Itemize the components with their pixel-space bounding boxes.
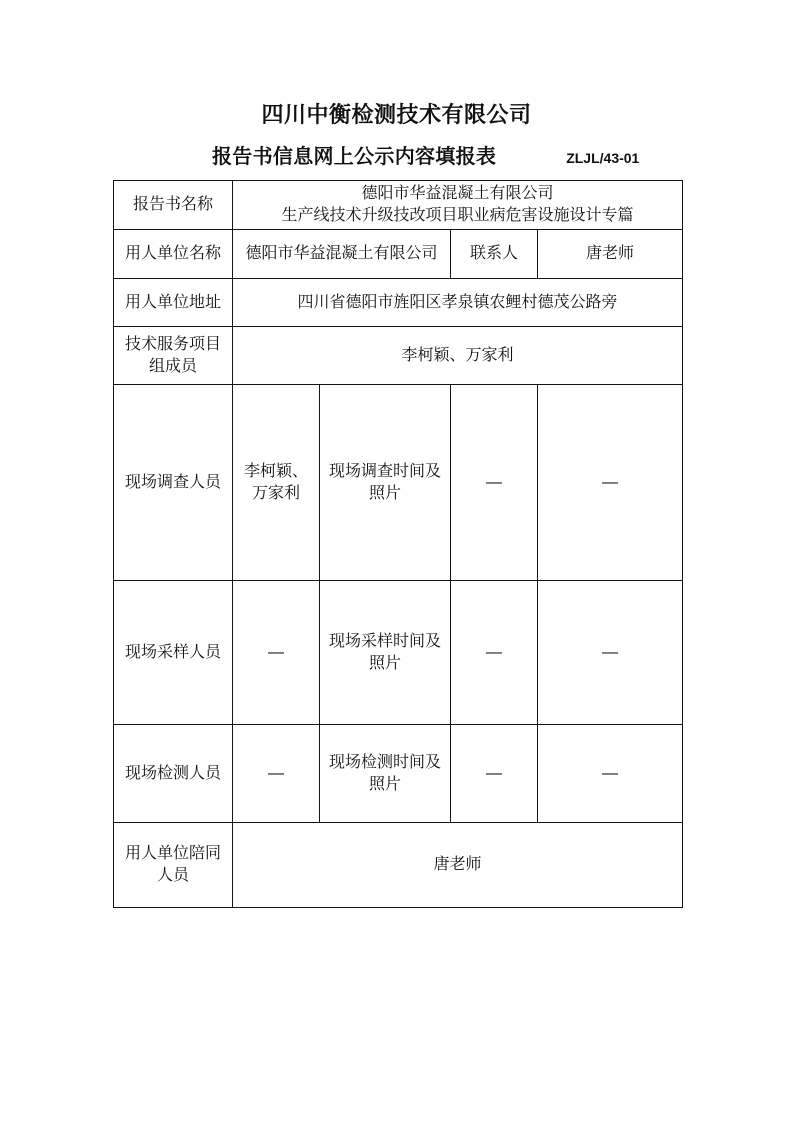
employer-escort-value: 唐老师 <box>233 823 683 908</box>
site-sampling-persons: — <box>233 581 320 725</box>
employer-name-label: 用人单位名称 <box>114 230 233 279</box>
site-survey-dash1: — <box>451 385 538 581</box>
table-row-site-testing <box>114 725 683 823</box>
report-name-value-line1: 德阳市华益混凝土有限公司 <box>361 185 554 202</box>
employer-escort-label-line2: 人员 <box>156 867 189 884</box>
table-row-project-members <box>114 327 683 385</box>
employer-name-value: 德阳市华益混凝土有限公司 <box>233 230 451 279</box>
table-row-site-survey <box>114 385 683 581</box>
table-row-employer-escort <box>114 823 683 908</box>
site-sampling-time-line1: 现场采样时间及 <box>328 632 441 650</box>
subtitle-row <box>212 143 639 171</box>
site-survey-dash2: — <box>538 385 683 581</box>
site-sampling-label: 现场采样人员 <box>114 581 233 725</box>
site-survey-time-line1: 现场调查时间及 <box>328 462 441 480</box>
site-testing-time-line2: 照片 <box>368 775 401 793</box>
site-survey-time-label <box>320 385 451 581</box>
employer-address-label: 用人单位地址 <box>114 279 233 327</box>
site-survey-label: 现场调查人员 <box>114 385 233 581</box>
site-testing-persons: — <box>233 725 320 823</box>
site-survey-persons-line1: 李柯颖、 <box>243 462 308 480</box>
report-name-value <box>233 181 683 230</box>
site-survey-persons-line2: 万家利 <box>251 484 300 502</box>
employer-address-value: 四川省德阳市旌阳区孝泉镇农鲤村德茂公路旁 <box>233 279 683 327</box>
employer-escort-label-line1: 用人单位陪同 <box>124 845 221 862</box>
table-row-employer-address <box>114 279 683 327</box>
form-title: 报告书信息网上公示内容填报表 <box>212 146 497 168</box>
employer-escort-label <box>114 823 233 908</box>
report-name-label: 报告书名称 <box>114 181 233 230</box>
site-sampling-dash2: — <box>538 581 683 725</box>
project-members-label-line2: 组成员 <box>148 357 197 375</box>
form-code: ZLJL/43-01 <box>566 150 640 166</box>
project-members-label-line1: 技术服务项目 <box>124 335 221 353</box>
site-sampling-dash1: — <box>451 581 538 725</box>
site-testing-time-label <box>320 725 451 823</box>
report-name-value-line2: 生产线技术升级技改项目职业病危害设施设计专篇 <box>281 207 634 224</box>
site-testing-label: 现场检测人员 <box>114 725 233 823</box>
contact-value: 唐老师 <box>538 230 683 279</box>
page-title: 四川中衡检测技术有限公司 <box>261 102 532 127</box>
site-survey-time-line2: 照片 <box>368 484 401 502</box>
project-members-label <box>114 327 233 385</box>
site-testing-time-line1: 现场检测时间及 <box>328 753 441 771</box>
site-testing-dash1: — <box>451 725 538 823</box>
project-members-value: 李柯颖、万家利 <box>233 327 683 385</box>
site-sampling-time-label <box>320 581 451 725</box>
table-row-employer-name <box>114 230 683 279</box>
table-row-site-sampling <box>114 581 683 725</box>
contact-label: 联系人 <box>451 230 538 279</box>
report-info-table <box>113 180 683 908</box>
site-testing-dash2: — <box>538 725 683 823</box>
site-survey-persons <box>233 385 320 581</box>
table-row-report-name <box>114 181 683 230</box>
site-sampling-time-line2: 照片 <box>368 654 401 672</box>
